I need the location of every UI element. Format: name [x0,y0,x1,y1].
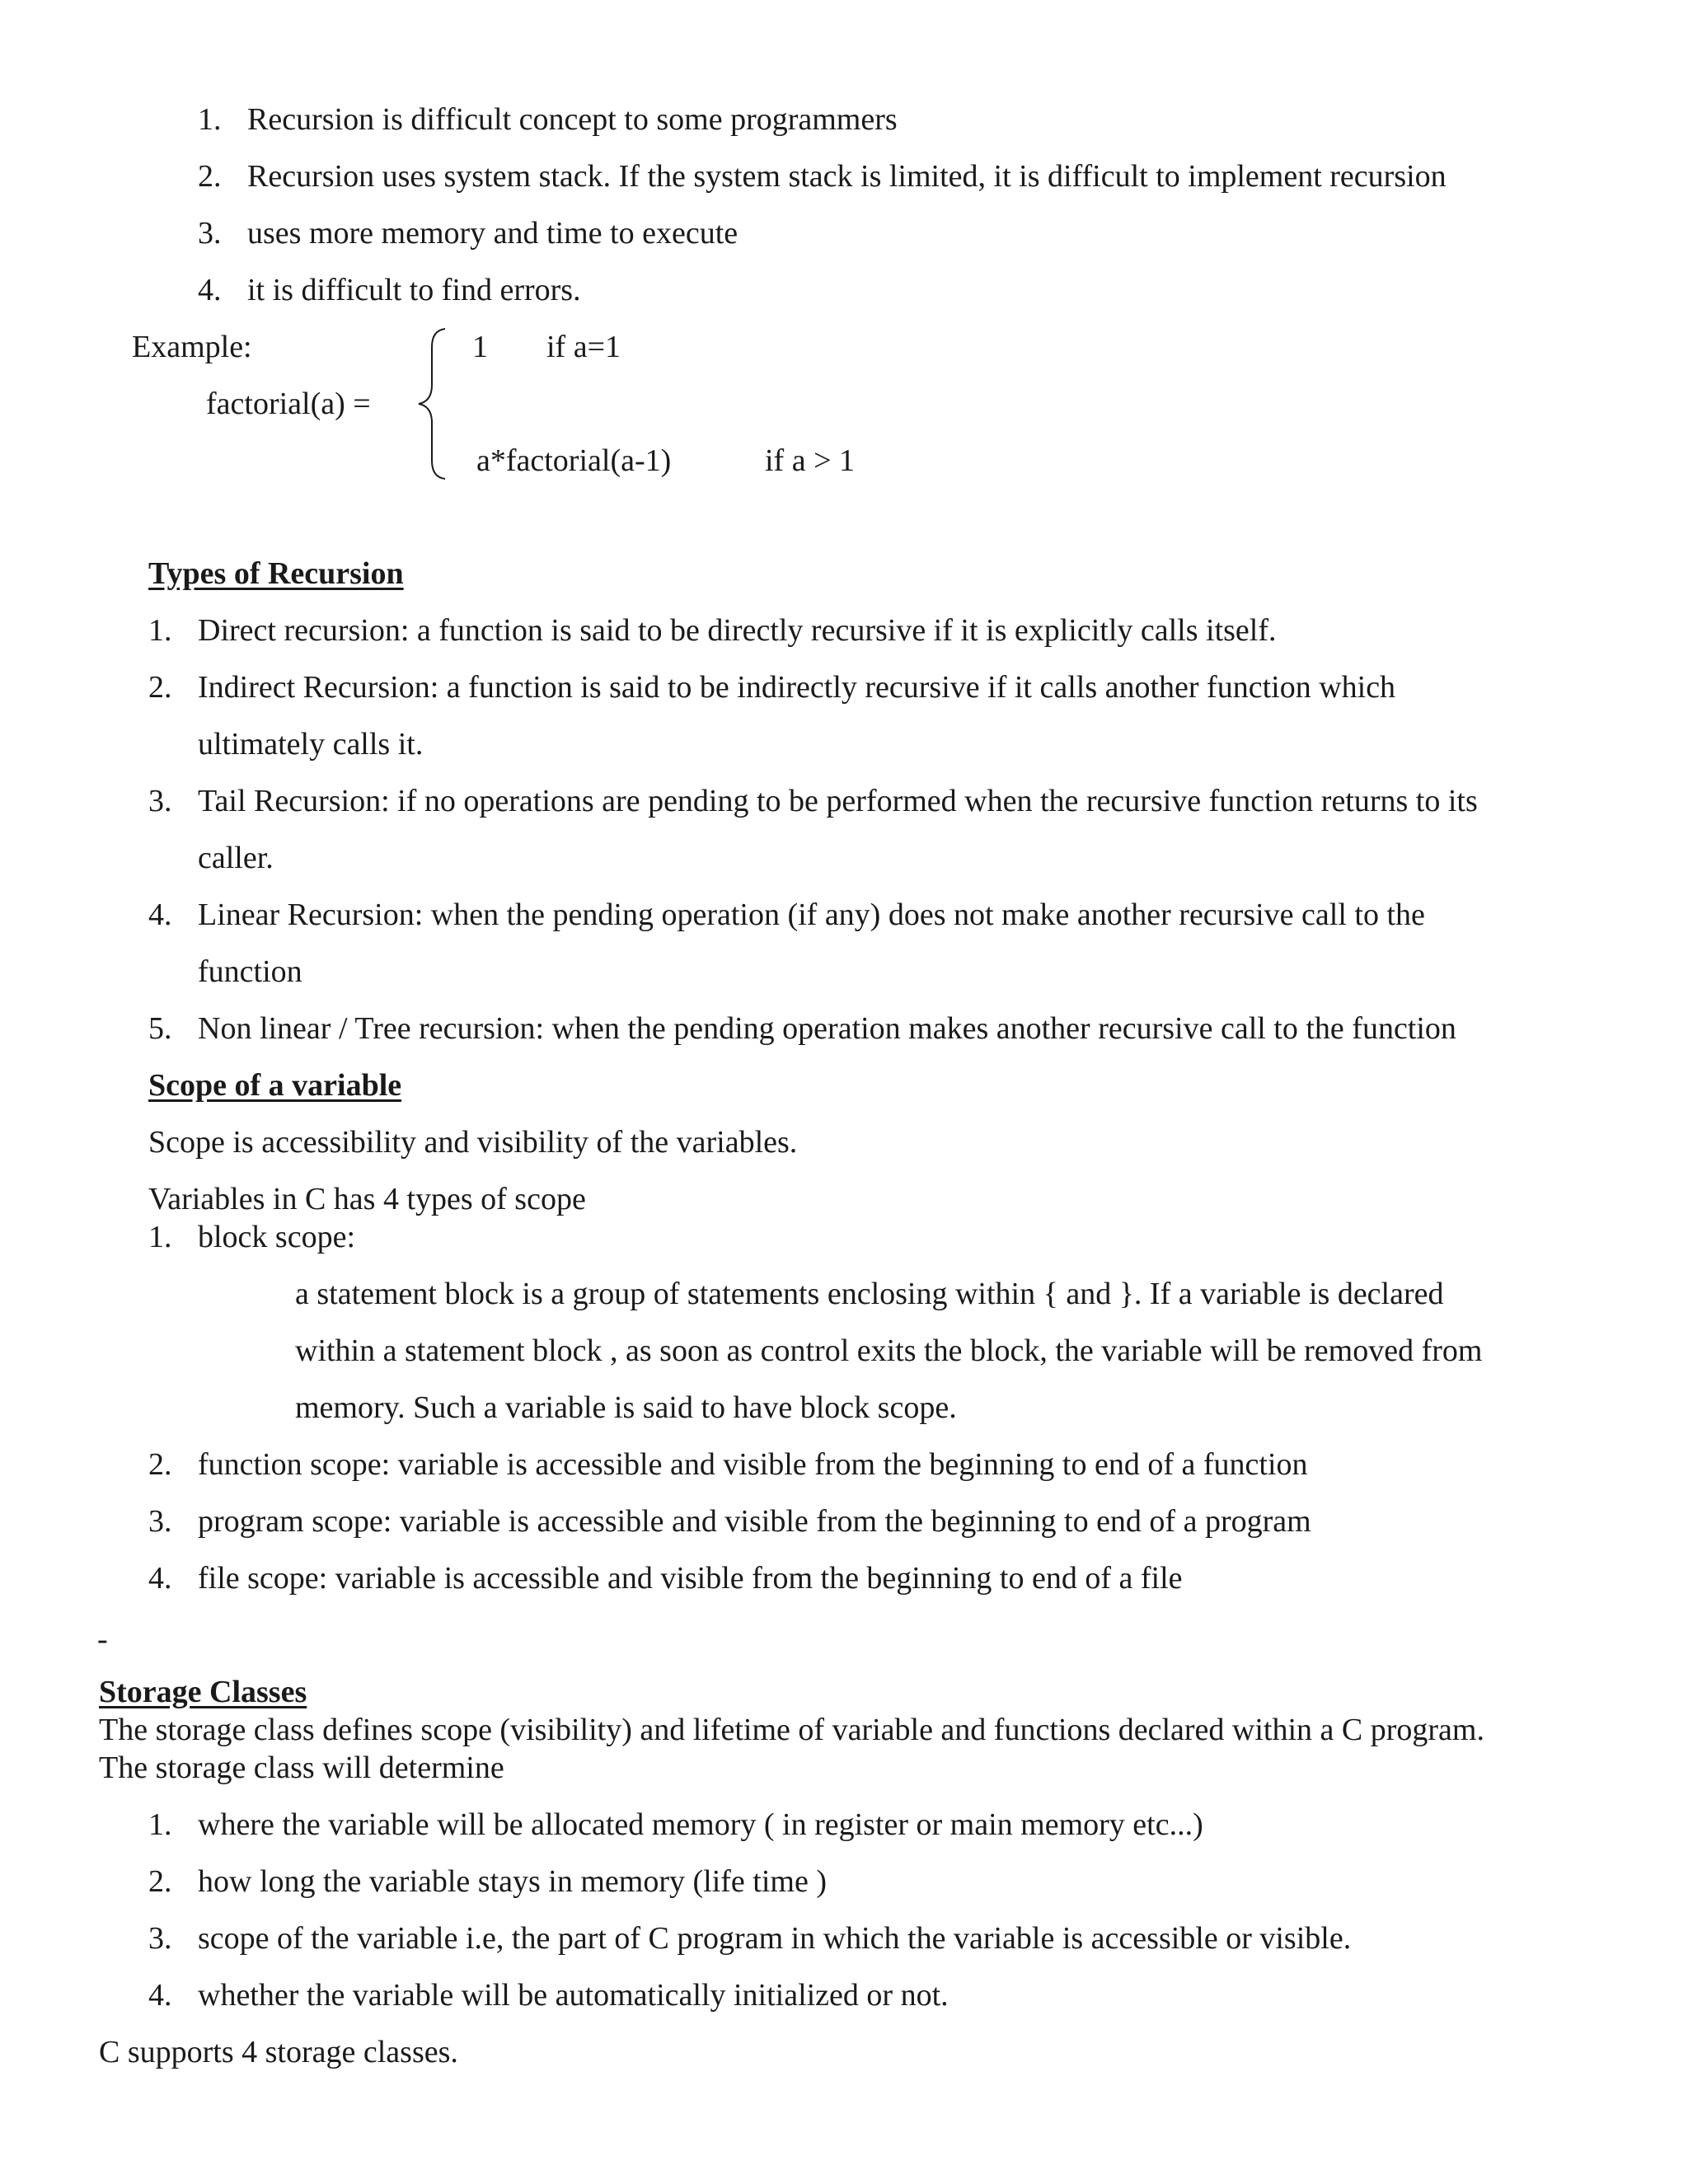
list-item: Indirect Recursion: a function is said to be indirectly recursive if it calls another function which [198,670,1396,705]
list-number: 3. [148,1921,172,1956]
section-heading: Types of Recursion [148,556,404,591]
list-item: function scope: variable is accessible and visible from the beginning to end of a function [198,1447,1308,1482]
list-item: program scope: variable is accessible and visible from the beginning to end of a program [198,1504,1311,1539]
list-item: Linear Recursion: when the pending operation (if any) does not make another recursive call to the [198,898,1425,932]
list-number: 2. [148,1447,172,1482]
list-number: 2. [198,159,222,194]
paragraph: The storage class will determine [99,1750,504,1785]
block-scope-description: within a statement block , as soon as control exits the block, the variable will be removed from [295,1333,1483,1368]
list-item: how long the variable stays in memory (life time ) [198,1864,827,1899]
left-brace-icon [412,326,453,482]
list-number: 3. [148,784,172,818]
example-label: Example: [132,330,252,364]
example-lhs: factorial(a) = [206,387,371,421]
block-scope-description: memory. Such a variable is said to have block scope. [295,1390,957,1425]
list-number: 3. [148,1504,172,1539]
list-number: 3. [198,216,222,251]
case2-condition: if a > 1 [765,443,856,478]
list-number: 4. [148,1561,172,1596]
list-number: 2. [148,670,172,705]
list-number: 2. [148,1864,172,1899]
list-item: Tail Recursion: if no operations are pending to be performed when the recursive function returns to its [198,784,1478,818]
list-number: 1. [148,1807,172,1842]
list-item-continuation: function [198,954,302,989]
list-item: where the variable will be allocated memory ( in register or main memory etc...) [198,1807,1203,1842]
list-item-continuation: caller. [198,841,274,875]
list-number: 4. [148,898,172,932]
list-item: Recursion is difficult concept to some programmers [247,102,898,137]
list-item: whether the variable will be automatically initialized or not. [198,1978,949,2013]
list-item: scope of the variable i.e, the part of C program in which the variable is accessible or visible. [198,1921,1352,1956]
paragraph: The storage class defines scope (visibility) and lifetime of variable and functions declared within a C program. [99,1713,1484,1747]
paragraph: C supports 4 storage classes. [99,2035,458,2069]
list-item: it is difficult to find errors. [247,273,581,307]
dash-mark: - [97,1622,108,1657]
list-item: uses more memory and time to execute [247,216,738,251]
section-heading: Storage Classes [99,1675,307,1709]
list-number: 5. [148,1011,172,1046]
list-number: 1. [148,1220,172,1254]
list-number: 4. [148,1978,172,2013]
list-item: block scope: [198,1220,356,1254]
list-item: file scope: variable is accessible and visible from the beginning to end of a file [198,1561,1183,1596]
list-number: 1. [148,613,172,648]
list-item-continuation: ultimately calls it. [198,727,424,762]
case1-condition: if a=1 [546,330,621,364]
list-item: Direct recursion: a function is said to be directly recursive if it is explicitly calls itself. [198,613,1277,648]
list-item: Recursion uses system stack. If the system stack is limited, it is difficult to implement recursion [247,159,1447,194]
case1-value: 1 [472,330,488,364]
list-number: 4. [198,273,222,307]
list-number: 1. [198,102,222,137]
paragraph: Variables in C has 4 types of scope [148,1182,586,1216]
paragraph: Scope is accessibility and visibility of the variables. [148,1125,798,1160]
section-heading: Scope of a variable [148,1068,402,1103]
list-item: Non linear / Tree recursion: when the pending operation makes another recursive call to the function [198,1011,1456,1046]
block-scope-description: a statement block is a group of statements enclosing within { and }. If a variable is declared [295,1277,1444,1311]
case2-value: a*factorial(a-1) [476,443,672,478]
